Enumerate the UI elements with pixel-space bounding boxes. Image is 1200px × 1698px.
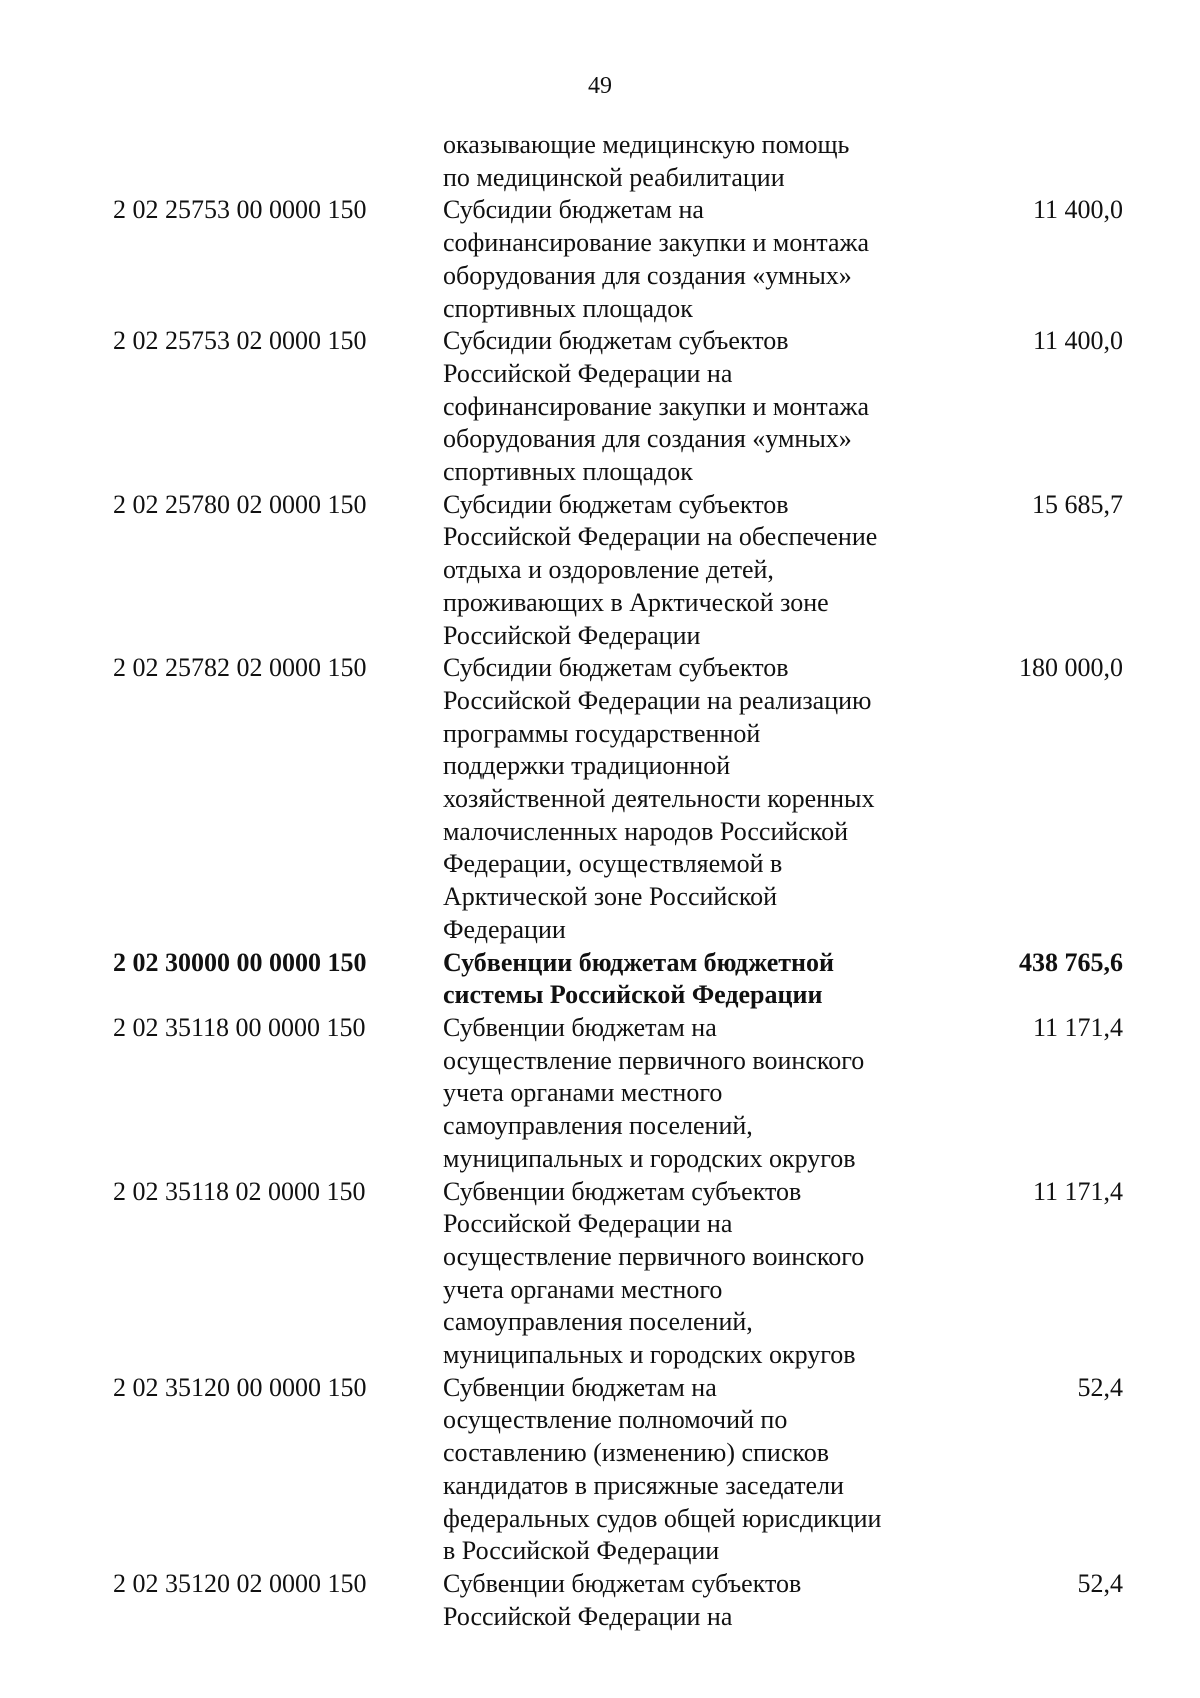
description-line: Субсидии бюджетам субъектов [443, 653, 789, 683]
description-line: оборудования для создания «умных» [443, 424, 852, 454]
budget-description [443, 1568, 923, 1633]
description-line: системы Российской Федерации [443, 980, 823, 1010]
description-line: Субвенции бюджетам субъектов [443, 1568, 802, 1598]
description-line: самоуправления поселений, [443, 1307, 753, 1337]
budget-code: 2 02 35120 00 0000 150 [113, 1372, 367, 1402]
budget-description [443, 489, 923, 653]
description-line: Субвенции бюджетам субъектов [443, 1176, 802, 1206]
budget-amount: 180 000,0 [1019, 653, 1123, 683]
budget-amount: 11 400,0 [1032, 195, 1123, 225]
description-line: по медицинской реабилитации [443, 162, 785, 192]
budget-description [443, 1176, 923, 1372]
description-line: учета органами местного [443, 1078, 723, 1108]
budget-description [443, 129, 923, 194]
description-line: Российской Федерации [443, 620, 701, 650]
description-line: малочисленных народов Российской [443, 816, 849, 846]
description-line: софинансирование закупки и монтажа [443, 228, 870, 258]
description-line: муниципальных и городских округов [443, 1340, 856, 1370]
table-row [0, 489, 1200, 653]
description-line: Российской Федерации на [443, 358, 733, 388]
description-line: кандидатов в присяжные заседатели [443, 1470, 844, 1500]
description-line: Федерации [443, 914, 566, 944]
description-line: Федерации, осуществляемой в [443, 849, 783, 879]
description-line: Субсидии бюджетам субъектов [443, 489, 789, 519]
description-line: муниципальных и городских округов [443, 1143, 856, 1173]
description-line: самоуправления поселений, [443, 1111, 753, 1141]
budget-description [443, 194, 923, 325]
table-row [0, 194, 1200, 325]
description-line: Субвенции бюджетам на [443, 1012, 717, 1042]
description-line: проживающих в Арктической зоне [443, 587, 829, 617]
budget-amount: 11 171,4 [1032, 1012, 1123, 1042]
table-row [0, 947, 1200, 1012]
description-line: Субсидии бюджетам субъектов [443, 326, 789, 356]
description-line: составлению (изменению) списков [443, 1438, 829, 1468]
description-line: в Российской Федерации [443, 1536, 720, 1566]
table-row [0, 1568, 1200, 1633]
table-row [0, 1176, 1200, 1372]
description-line: Российской Федерации на реализацию [443, 685, 872, 715]
description-line: Российской Федерации на [443, 1209, 733, 1239]
budget-description [443, 1012, 923, 1176]
description-line: осуществление полномочий по [443, 1405, 788, 1435]
budget-code: 2 02 30000 00 0000 150 [113, 947, 367, 977]
page-number: 49 [588, 73, 612, 99]
budget-description [443, 947, 923, 1012]
budget-description [443, 325, 923, 489]
description-line: Субвенции бюджетам бюджетной [443, 947, 834, 977]
description-line: оборудования для создания «умных» [443, 260, 852, 290]
description-line: Арктической зоне Российской [443, 882, 778, 912]
budget-code: 2 02 25753 02 0000 150 [113, 326, 367, 356]
budget-amount: 52,4 [1077, 1568, 1123, 1598]
description-line: поддержки традиционной [443, 751, 731, 781]
description-line: осуществление первичного воинского [443, 1045, 865, 1075]
description-line: Субвенции бюджетам на [443, 1372, 717, 1402]
description-line: оказывающие медицинскую помощь [443, 130, 850, 159]
budget-amount [923, 129, 1123, 194]
budget-table [0, 129, 1200, 1633]
budget-code: 2 02 25753 00 0000 150 [113, 195, 367, 225]
description-line: спортивных площадок [443, 457, 693, 487]
budget-amount: 438 765,6 [1019, 947, 1123, 977]
table-row [0, 1372, 1200, 1568]
description-line: хозяйственной деятельности коренных [443, 784, 875, 814]
description-line: софинансирование закупки и монтажа [443, 391, 870, 421]
budget-amount: 11 400,0 [1032, 326, 1123, 356]
budget-amount: 15 685,7 [1032, 489, 1123, 519]
budget-code: 2 02 35118 02 0000 150 [113, 1176, 366, 1206]
budget-description [443, 652, 923, 946]
table-row [0, 325, 1200, 489]
budget-amount: 52,4 [1077, 1372, 1123, 1402]
budget-code [0, 129, 443, 194]
description-line: программы государственной [443, 718, 761, 748]
description-line: федеральных судов общей юрисдикции [443, 1503, 882, 1533]
description-line: Российской Федерации на [443, 1601, 733, 1631]
description-line: учета органами местного [443, 1274, 723, 1304]
budget-code: 2 02 35118 00 0000 150 [113, 1012, 366, 1042]
budget-description [443, 1372, 923, 1568]
table-row [0, 652, 1200, 946]
budget-amount: 11 171,4 [1032, 1176, 1123, 1206]
description-line: Субсидии бюджетам на [443, 195, 704, 225]
description-line: отдыха и оздоровление детей, [443, 555, 774, 585]
description-line: Российской Федерации на обеспечение [443, 522, 878, 552]
budget-code: 2 02 25780 02 0000 150 [113, 489, 367, 519]
description-line: спортивных площадок [443, 293, 693, 323]
budget-code: 2 02 35120 02 0000 150 [113, 1568, 367, 1598]
budget-code: 2 02 25782 02 0000 150 [113, 653, 367, 683]
table-row [0, 129, 1200, 194]
description-line: осуществление первичного воинского [443, 1241, 865, 1271]
table-row [0, 1012, 1200, 1176]
